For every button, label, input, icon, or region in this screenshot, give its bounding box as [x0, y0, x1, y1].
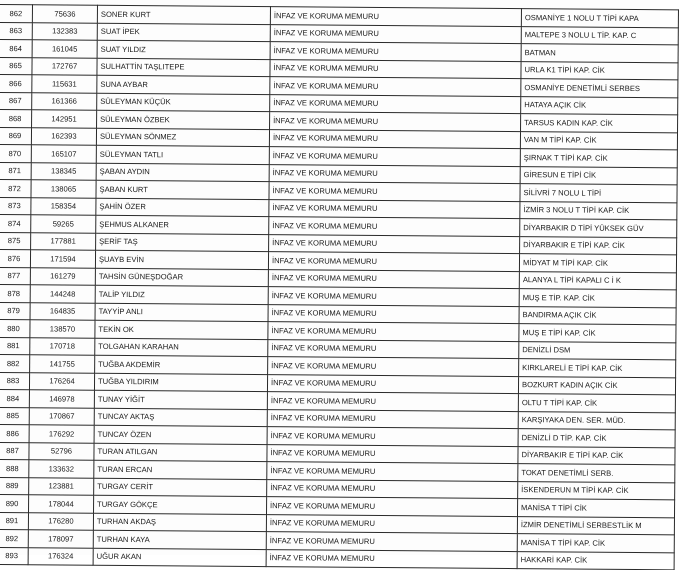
institution-cell: DENİZLİ D TİP. KAP. CİK	[518, 429, 675, 448]
personnel-table-body	[0, 5, 678, 570]
row-number-cell: 871	[0, 162, 31, 180]
row-number-cell: 877	[0, 267, 30, 285]
registry-number-cell: 123881	[29, 477, 94, 495]
row-number-cell: 875	[0, 232, 31, 250]
full-name-cell: TAYYİP ANLI	[95, 303, 268, 322]
institution-cell: MALTEPE 3 NOLU L TİP. KAP. C	[521, 26, 678, 45]
full-name-cell: SUNA AYBAR	[97, 75, 270, 94]
institution-cell: OLTU T TİPİ KAP. CİK	[518, 394, 675, 413]
institution-cell: MUŞ E TİPİ KAP. CİK	[519, 324, 676, 343]
personnel-table	[0, 4, 679, 570]
registry-number-cell: 176280	[28, 512, 93, 530]
job-title-cell: İNFAZ VE KORUMA MEMURU	[268, 357, 519, 376]
registry-number-cell: 170867	[29, 407, 94, 425]
institution-cell: OSMANİYE DENETİMLİ SERBES	[521, 79, 678, 98]
job-title-cell: İNFAZ VE KORUMA MEMURU	[269, 147, 520, 166]
job-title-cell: İNFAZ VE KORUMA MEMURU	[267, 462, 518, 481]
full-name-cell: TURAN ERCAN	[94, 460, 267, 479]
full-name-cell: TUĞBA AKDEMİR	[95, 355, 268, 374]
full-name-cell: TUNAY YİĞİT	[94, 390, 267, 409]
full-name-cell: SÜLEYMAN KÜÇÜK	[97, 93, 270, 112]
full-name-cell: ŞEHMUS ALKANER	[96, 215, 269, 234]
full-name-cell: TURHAN AKDAŞ	[93, 513, 266, 532]
institution-cell: DİYARBAKIR E TİPİ KAP. CİK	[518, 446, 675, 465]
registry-number-cell: 176324	[28, 547, 93, 565]
row-number-cell: 878	[0, 284, 30, 302]
institution-cell: KARŞIYAKA DEN. SER. MÜD.	[518, 411, 675, 430]
job-title-cell: İNFAZ VE KORUMA MEMURU	[270, 24, 521, 43]
full-name-cell: SÜLEYMAN SÖNMEZ	[96, 128, 269, 147]
row-number-cell: 890	[0, 494, 29, 512]
row-number-cell: 881	[0, 337, 30, 355]
institution-cell: URLA K1 TİPİ KAP. CİK	[521, 61, 678, 80]
job-title-cell: İNFAZ VE KORUMA MEMURU	[270, 77, 521, 96]
institution-cell: DİYARBAKIR D TİPİ YÜKSEK GÜV	[520, 219, 677, 238]
row-number-cell: 884	[0, 389, 29, 407]
registry-number-cell: 133632	[29, 460, 94, 478]
full-name-cell: SÜLEYMAN ÖZBEK	[97, 110, 270, 129]
row-number-cell: 893	[0, 547, 28, 565]
registry-number-cell: 158354	[31, 197, 96, 215]
row-number-cell: 883	[0, 372, 30, 390]
institution-cell: BATMAN	[521, 44, 678, 63]
job-title-cell: İNFAZ VE KORUMA MEMURU	[266, 532, 517, 551]
registry-number-cell: 177881	[31, 232, 96, 250]
job-title-cell: İNFAZ VE KORUMA MEMURU	[269, 199, 520, 218]
job-title-cell: İNFAZ VE KORUMA MEMURU	[270, 94, 521, 113]
registry-number-cell: 144248	[30, 285, 95, 303]
registry-number-cell: 170718	[30, 337, 95, 355]
institution-cell: KIRKLARELİ E TİPİ KAP. CİK	[519, 359, 676, 378]
job-title-cell: İNFAZ VE KORUMA MEMURU	[268, 339, 519, 358]
job-title-cell: İNFAZ VE KORUMA MEMURU	[268, 304, 519, 323]
row-number-cell: 892	[0, 529, 28, 547]
row-number-cell: 889	[0, 477, 29, 495]
institution-cell: SİLİVRİ 7 NOLU L TİPİ	[520, 184, 677, 203]
full-name-cell: ŞAHİN ÖZER	[96, 198, 269, 217]
registry-number-cell: 146978	[29, 390, 94, 408]
institution-cell: MANİSA T TİPİ CİK	[517, 499, 674, 518]
job-title-cell: İNFAZ VE KORUMA MEMURU	[266, 514, 517, 533]
institution-cell: HAKKARİ KAP. CİK	[517, 551, 674, 570]
registry-number-cell: 172767	[32, 57, 97, 75]
job-title-cell: İNFAZ VE KORUMA MEMURU	[266, 549, 517, 568]
row-number-cell: 862	[0, 5, 32, 23]
full-name-cell: TURHAN KAYA	[93, 530, 266, 549]
full-name-cell: TURGAY CERİT	[94, 478, 267, 497]
institution-cell: TARSUS KADIN KAP. CİK	[521, 114, 678, 133]
full-name-cell: TURGAY GÖKÇE	[94, 495, 267, 514]
institution-cell: MANİSA T TİPİ KAP. CİK	[517, 534, 674, 553]
institution-cell: DENİZLİ DSM	[519, 341, 676, 360]
institution-cell: HATAYA AÇIK CİK	[521, 96, 678, 115]
registry-number-cell: 75636	[32, 5, 97, 23]
registry-number-cell: 176292	[29, 425, 94, 443]
job-title-cell: İNFAZ VE KORUMA MEMURU	[267, 392, 518, 411]
registry-number-cell: 138065	[31, 180, 96, 198]
job-title-cell: İNFAZ VE KORUMA MEMURU	[267, 479, 518, 498]
registry-number-cell: 52796	[29, 442, 94, 460]
full-name-cell: ŞUAYB EVİN	[95, 250, 268, 269]
full-name-cell: TUNCAY ÖZEN	[94, 425, 267, 444]
row-number-cell: 887	[0, 442, 29, 460]
full-name-cell: UĞUR AKAN	[93, 548, 266, 567]
registry-number-cell: 141755	[30, 355, 95, 373]
full-name-cell: TURAN ATILGAN	[94, 443, 267, 462]
full-name-cell: TALİP YILDIZ	[95, 285, 268, 304]
institution-cell: İSKENDERUN M TİPİ KAP. CİK	[518, 481, 675, 500]
job-title-cell: İNFAZ VE KORUMA MEMURU	[268, 269, 519, 288]
row-number-cell: 872	[0, 179, 31, 197]
full-name-cell: ŞERİF TAŞ	[96, 233, 269, 252]
job-title-cell: İNFAZ VE KORUMA MEMURU	[268, 322, 519, 341]
full-name-cell: SULHATTİN TAŞLITEPE	[97, 58, 270, 77]
full-name-cell: SUAT YILDIZ	[97, 40, 270, 59]
full-name-cell: ŞABAN KURT	[96, 180, 269, 199]
row-number-cell: 873	[0, 197, 31, 215]
job-title-cell: İNFAZ VE KORUMA MEMURU	[268, 287, 519, 306]
row-number-cell: 874	[0, 214, 31, 232]
row-number-cell: 868	[0, 110, 32, 128]
job-title-cell: İNFAZ VE KORUMA MEMURU	[268, 252, 519, 271]
registry-number-cell: 115631	[32, 75, 97, 93]
row-number-cell: 867	[0, 92, 32, 110]
institution-cell: İZMİR DENETİMLİ SERBESTLİK M	[517, 516, 674, 535]
full-name-cell: TUĞBA YILDIRIM	[94, 373, 267, 392]
row-number-cell: 864	[0, 40, 32, 58]
row-number-cell: 885	[0, 407, 29, 425]
registry-number-cell: 161366	[32, 92, 97, 110]
job-title-cell: İNFAZ VE KORUMA MEMURU	[269, 217, 520, 236]
row-number-cell: 882	[0, 354, 30, 372]
job-title-cell: İNFAZ VE KORUMA MEMURU	[270, 42, 521, 61]
registry-number-cell: 142951	[32, 110, 97, 128]
institution-cell: MUŞ E TİP. KAP. CİK	[519, 289, 676, 308]
job-title-cell: İNFAZ VE KORUMA MEMURU	[269, 164, 520, 183]
registry-number-cell: 164835	[30, 302, 95, 320]
full-name-cell: SUAT İPEK	[97, 23, 270, 42]
row-number-cell: 879	[0, 302, 30, 320]
job-title-cell: İNFAZ VE KORUMA MEMURU	[267, 497, 518, 516]
registry-number-cell: 161045	[32, 40, 97, 58]
full-name-cell: TEKİN OK	[95, 320, 268, 339]
registry-number-cell: 138570	[30, 320, 95, 338]
job-title-cell: İNFAZ VE KORUMA MEMURU	[267, 444, 518, 463]
registry-number-cell: 138345	[31, 162, 96, 180]
row-number-cell: 891	[0, 512, 29, 530]
registry-number-cell: 176264	[29, 372, 94, 390]
full-name-cell: SÜLEYMAN TATLI	[96, 145, 269, 164]
institution-cell: DİYARBAKIR E TİPİ KAP. CİK	[520, 236, 677, 255]
job-title-cell: İNFAZ VE KORUMA MEMURU	[270, 59, 521, 78]
job-title-cell: İNFAZ VE KORUMA MEMURU	[267, 409, 518, 428]
full-name-cell: TUNCAY AKTAŞ	[94, 408, 267, 427]
registry-number-cell: 162393	[31, 127, 96, 145]
full-name-cell: TOLGAHAN KARAHAN	[95, 338, 268, 357]
full-name-cell: SONER KURT	[97, 5, 270, 24]
institution-cell: BOZKURT KADIN AÇIK CİK	[518, 376, 675, 395]
job-title-cell: İNFAZ VE KORUMA MEMURU	[269, 234, 520, 253]
institution-cell: VAN M TİPİ KAP. CİK	[520, 131, 677, 150]
row-number-cell: 869	[0, 127, 32, 145]
job-title-cell: İNFAZ VE KORUMA MEMURU	[270, 7, 521, 26]
institution-cell: ALANYA L TİPİ KAPALI C İ K	[519, 271, 676, 290]
row-number-cell: 866	[0, 75, 32, 93]
job-title-cell: İNFAZ VE KORUMA MEMURU	[269, 129, 520, 148]
registry-number-cell: 165107	[31, 145, 96, 163]
row-number-cell: 888	[0, 459, 29, 477]
institution-cell: ŞIRNAK T TİPİ KAP. CİK	[520, 149, 677, 168]
institution-cell: BANDIRMA AÇIK CİK	[519, 306, 676, 325]
row-number-cell: 865	[0, 57, 32, 75]
registry-number-cell: 178097	[28, 530, 93, 548]
job-title-cell: İNFAZ VE KORUMA MEMURU	[267, 374, 518, 393]
institution-cell: TOKAT DENETİMLİ SERB.	[518, 464, 675, 483]
row-number-cell: 880	[0, 319, 30, 337]
full-name-cell: TAHSİN GÜNEŞDOĞAR	[95, 268, 268, 287]
registry-number-cell: 59265	[31, 215, 96, 233]
registry-number-cell: 171594	[30, 250, 95, 268]
row-number-cell: 876	[0, 249, 31, 267]
institution-cell: GİRESUN E TİPİ CİK	[520, 166, 677, 185]
institution-cell: OSMANİYE 1 NOLU T TİPİ KAPA	[521, 9, 678, 28]
registry-number-cell: 161279	[30, 267, 95, 285]
registry-number-cell: 178044	[29, 495, 94, 513]
job-title-cell: İNFAZ VE KORUMA MEMURU	[267, 427, 518, 446]
registry-number-cell: 132383	[32, 22, 97, 40]
institution-cell: MİDYAT M TİPİ KAP. CİK	[519, 254, 676, 273]
job-title-cell: İNFAZ VE KORUMA MEMURU	[270, 112, 521, 131]
institution-cell: İZMİR 3 NOLU T TİPİ KAP. CİK	[520, 201, 677, 220]
row-number-cell: 886	[0, 424, 29, 442]
row-number-cell: 863	[0, 22, 32, 40]
job-title-cell: İNFAZ VE KORUMA MEMURU	[269, 182, 520, 201]
row-number-cell: 870	[0, 144, 31, 162]
full-name-cell: ŞABAN AYDIN	[96, 163, 269, 182]
